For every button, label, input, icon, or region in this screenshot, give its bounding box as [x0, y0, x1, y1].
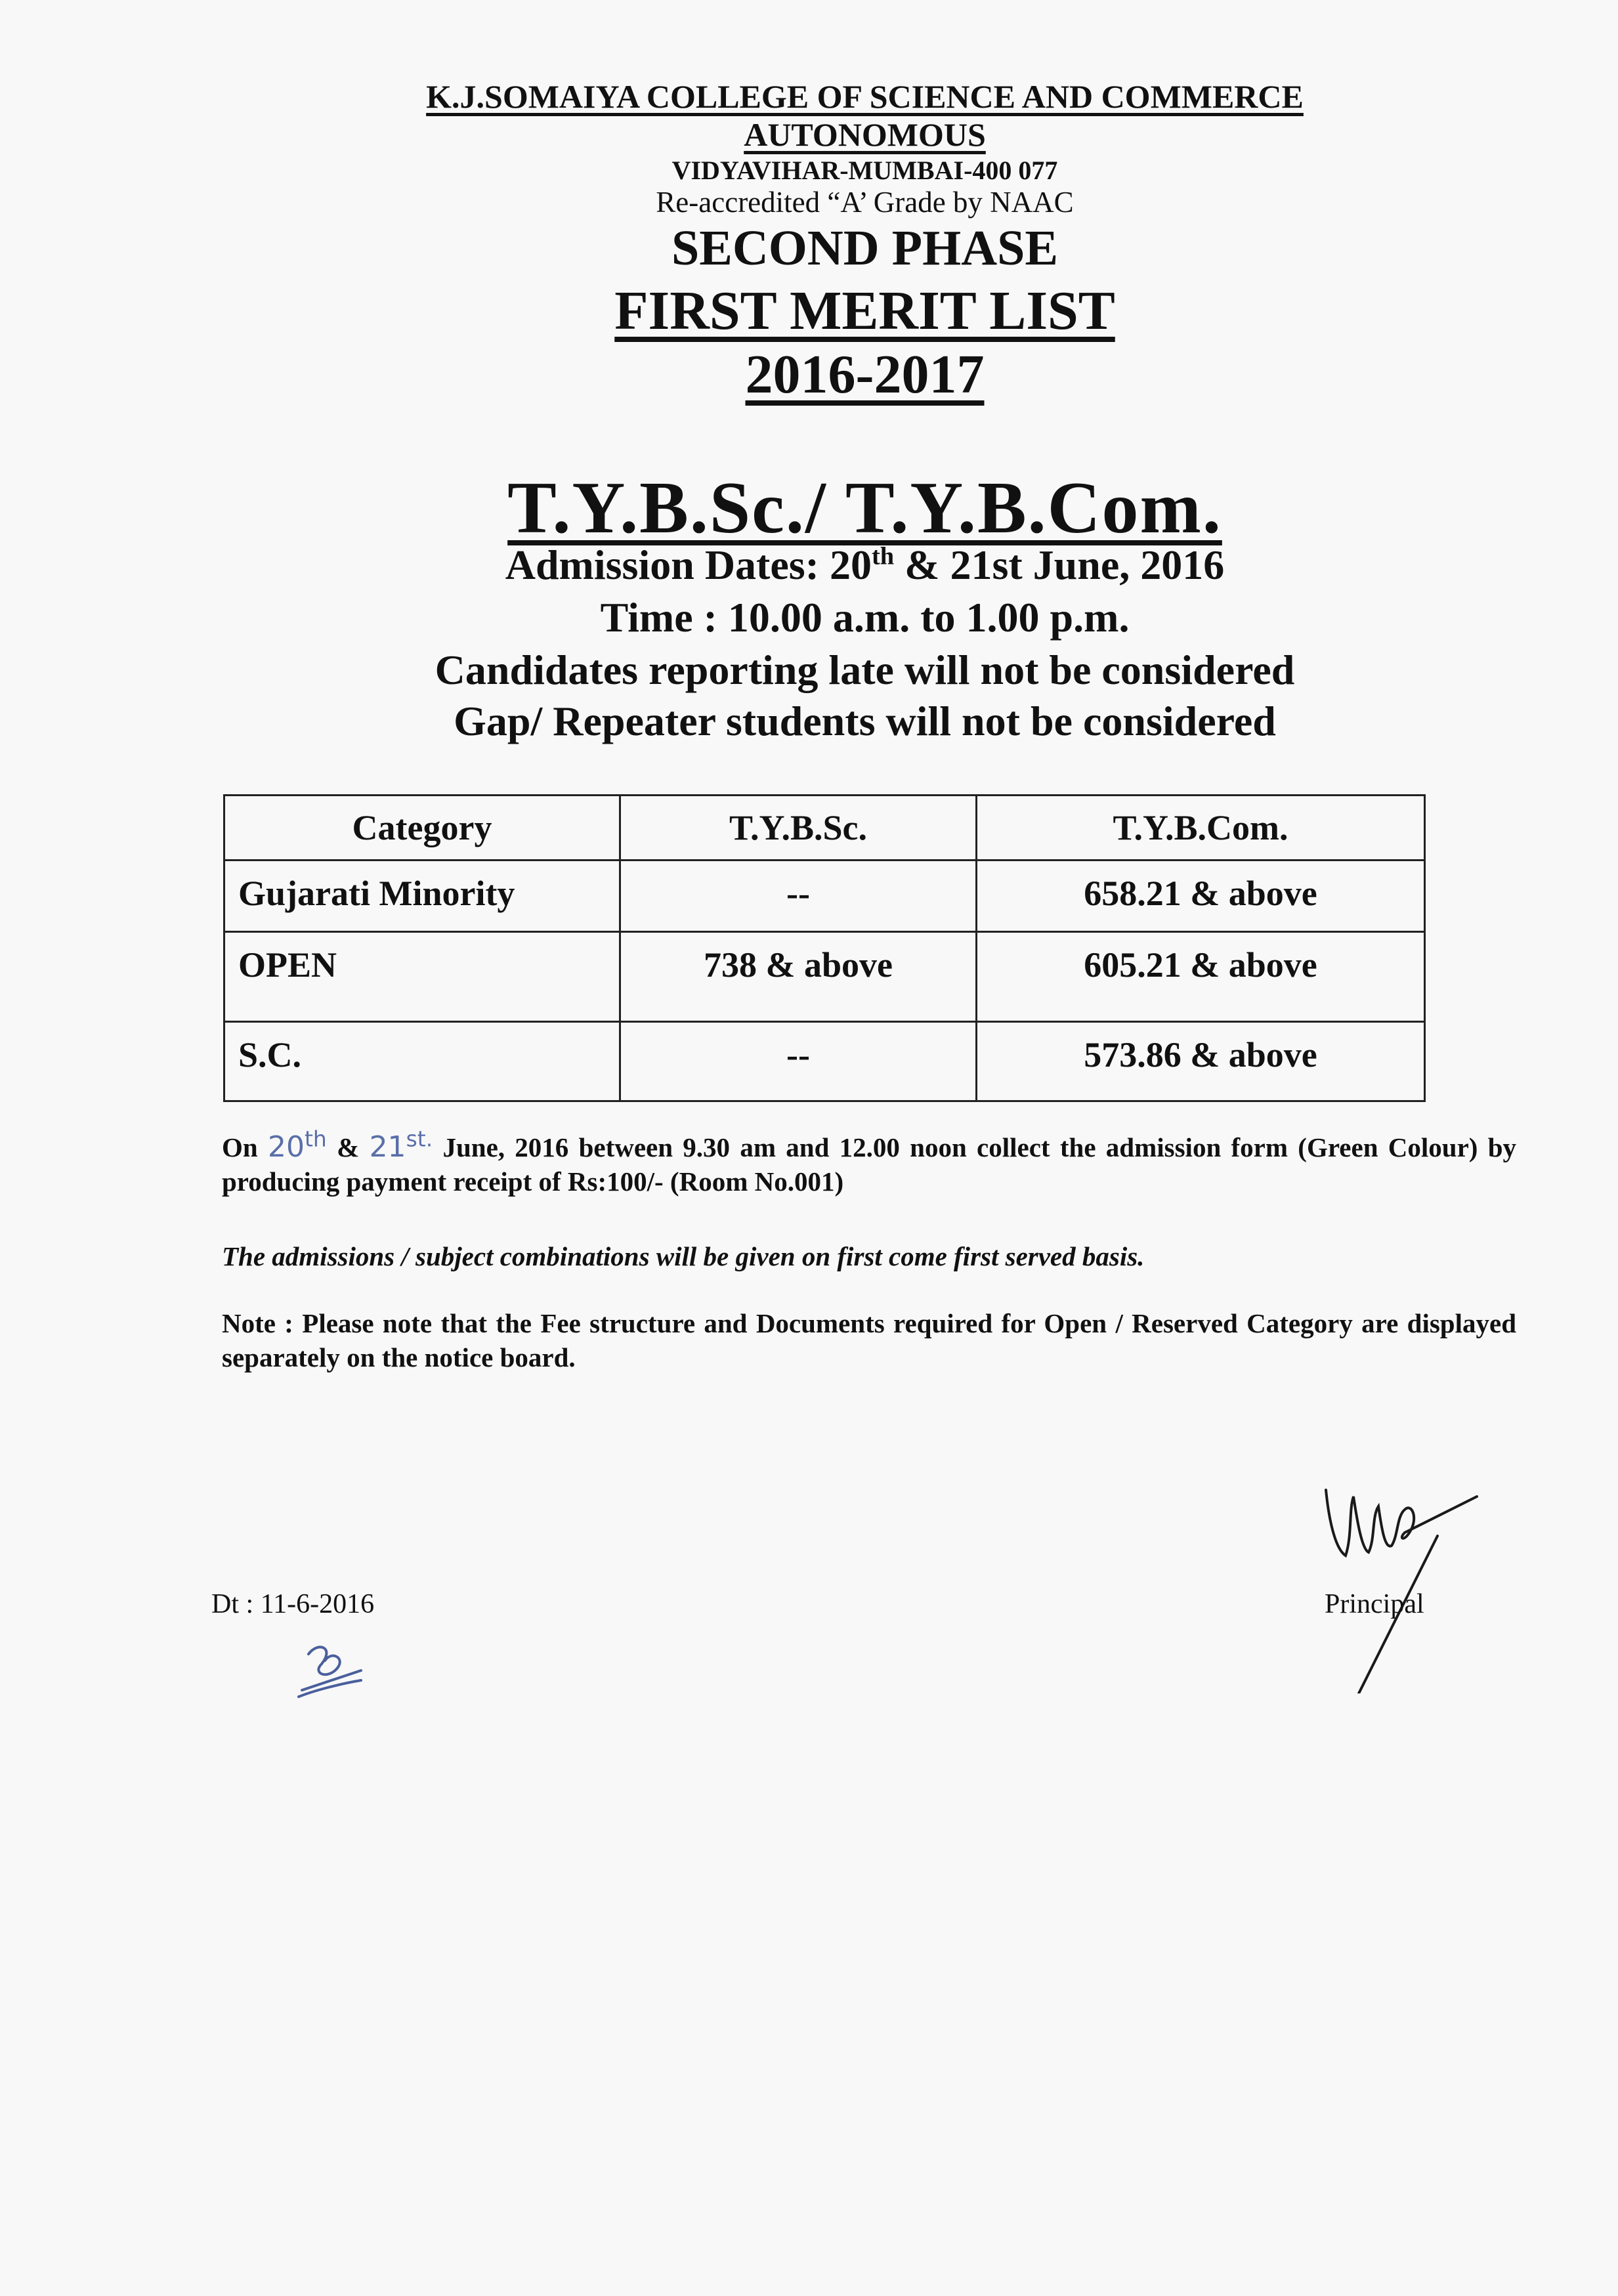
category-cell: OPEN	[224, 932, 620, 1022]
admission-dates-suffix: & 21st June, 2016	[894, 542, 1225, 588]
header-tybsc: T.Y.B.Sc.	[620, 796, 977, 861]
admission-dates-sup: th	[871, 542, 895, 570]
principal-signature	[1306, 1477, 1503, 1693]
admission-time: Time : 10.00 a.m. to 1.00 p.m.	[600, 594, 1130, 641]
merit-list-title: FIRST MERIT LIST	[614, 280, 1115, 341]
tybsc-cell: 738 & above	[620, 932, 977, 1022]
gap-notice: Gap/ Repeater students will not be considered	[454, 698, 1276, 744]
collect-on: On	[222, 1132, 268, 1162]
late-notice: Candidates reporting late will not be considered	[435, 647, 1295, 693]
merit-table	[223, 794, 1426, 1102]
fee-structure-note: Note : Please note that the Fee structure and Documents required for Open / Reserved Category are displayed separately on the notice board.	[222, 1308, 1516, 1372]
table-row	[224, 861, 1425, 932]
tybcom-cell: 573.86 & above	[977, 1022, 1425, 1101]
header-category: Category	[224, 796, 620, 861]
tybsc-cell: --	[620, 861, 977, 932]
phase-title: SECOND PHASE	[671, 221, 1059, 276]
table-header-row	[224, 796, 1425, 861]
tybcom-cell: 658.21 & above	[977, 861, 1425, 932]
header-tybcom: T.Y.B.Com.	[977, 796, 1425, 861]
academic-year: 2016-2017	[745, 344, 985, 405]
collect-amp: &	[326, 1132, 370, 1162]
initials-mark	[282, 1628, 381, 1713]
handwritten-date-2	[369, 1126, 433, 1164]
autonomous-label: AUTONOMOUS	[744, 116, 986, 153]
admission-dates	[0, 541, 1618, 589]
tybsc-cell: --	[620, 1022, 977, 1101]
principal-label: Principal	[1325, 1589, 1424, 1619]
handwritten-date-2-day: 21	[369, 1130, 406, 1164]
collect-form-note	[222, 1126, 1517, 1199]
category-cell: S.C.	[224, 1022, 620, 1101]
collect-text: June, 2016 between 9.30 am and 12.00 noon collect the admission form (Green Colour) by producing payment receipt of Rs:100/- (Room No.001)	[222, 1132, 1517, 1197]
notice-date: Dt : 11-6-2016	[211, 1589, 375, 1619]
table-row	[224, 932, 1425, 1022]
course-title: T.Y.B.Sc./ T.Y.B.Com.	[507, 467, 1222, 549]
handwritten-date-1	[267, 1126, 327, 1164]
handwritten-date-1-sup: th	[304, 1126, 327, 1152]
table-row	[224, 1022, 1425, 1101]
handwritten-date-1-day: 20	[267, 1130, 305, 1164]
category-cell: Gujarati Minority	[224, 861, 620, 932]
handwritten-date-2-sup: st.	[406, 1126, 433, 1152]
admission-dates-prefix: Admission Dates: 20	[505, 542, 872, 588]
college-address: VIDYAVIHAR-MUMBAI-400 077	[671, 156, 1058, 185]
college-name: K.J.SOMAIYA COLLEGE OF SCIENCE AND COMMERCE	[426, 78, 1304, 115]
first-come-note: The admissions / subject combinations will be given on first come first served basis.	[222, 1241, 1145, 1271]
tybcom-cell: 605.21 & above	[977, 932, 1425, 1022]
accreditation-line: Re-accredited “A’ Grade by NAAC	[656, 186, 1074, 219]
